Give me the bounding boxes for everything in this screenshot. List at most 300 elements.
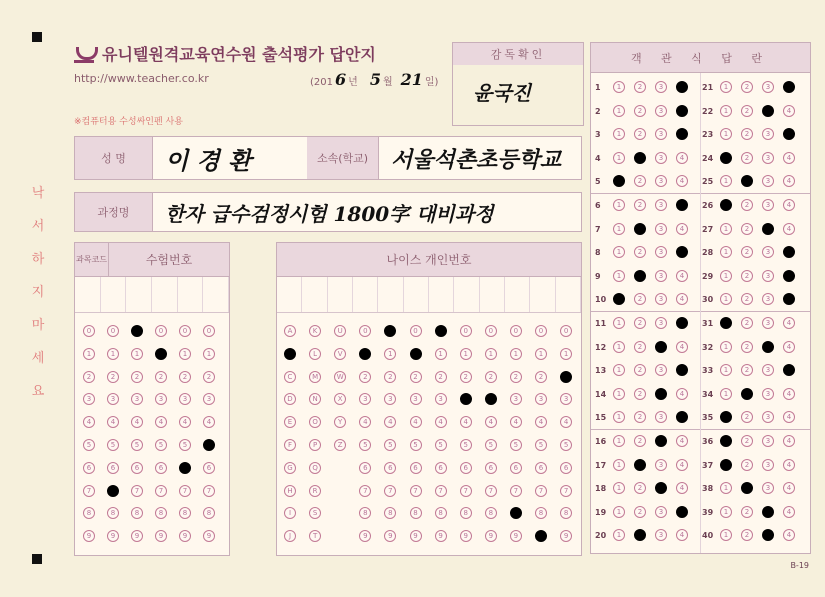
exam-number-bubble[interactable]: 6 xyxy=(107,462,119,474)
nice-number-bubble[interactable]: 1 xyxy=(560,348,572,360)
exam-number-bubble[interactable]: 3 xyxy=(131,393,143,405)
exam-number-bubble[interactable]: 9 xyxy=(155,530,167,542)
answer-choice-bubble[interactable]: 3 xyxy=(762,435,774,447)
answer-choice-bubble[interactable]: 2 xyxy=(741,105,753,117)
answer-choice-bubble[interactable]: 4 xyxy=(783,482,795,494)
answer-choice-bubble[interactable]: 1 xyxy=(720,175,732,187)
nice-number-bubble[interactable]: 9 xyxy=(460,530,472,542)
answer-choice-bubble[interactable]: 3 xyxy=(762,388,774,400)
answer-choice-bubble[interactable]: 3 xyxy=(762,223,774,235)
answer-choice-bubble[interactable]: 4 xyxy=(783,81,795,93)
exam-number-bubble[interactable]: 9 xyxy=(203,530,215,542)
exam-number-bubble[interactable]: 0 xyxy=(179,325,191,337)
exam-number-bubble[interactable]: 7 xyxy=(83,485,95,497)
answer-choice-bubble[interactable]: 1 xyxy=(720,435,732,447)
answer-choice-bubble[interactable]: 3 xyxy=(655,152,667,164)
answer-choice-bubble[interactable]: 4 xyxy=(676,199,688,211)
answer-choice-bubble[interactable]: 3 xyxy=(762,246,774,258)
nice-number-bubble[interactable]: 7 xyxy=(560,485,572,497)
answer-choice-bubble[interactable]: 4 xyxy=(783,199,795,211)
answer-choice-bubble[interactable]: 4 xyxy=(676,152,688,164)
answer-choice-bubble[interactable]: 2 xyxy=(634,293,646,305)
exam-number-bubble[interactable]: 2 xyxy=(83,371,95,383)
exam-number-bubble[interactable]: 8 xyxy=(155,507,167,519)
nice-number-bubble[interactable]: X xyxy=(334,393,346,405)
nice-number-bubble[interactable]: 1 xyxy=(535,348,547,360)
answer-choice-bubble[interactable]: 1 xyxy=(613,317,625,329)
answer-choice-bubble[interactable]: 4 xyxy=(676,459,688,471)
answer-choice-bubble[interactable]: 2 xyxy=(741,152,753,164)
exam-number-bubble[interactable]: 2 xyxy=(131,371,143,383)
exam-number-bubble[interactable]: 4 xyxy=(203,416,215,428)
answer-choice-bubble[interactable]: 2 xyxy=(741,246,753,258)
exam-number-bubble[interactable]: 1 xyxy=(203,348,215,360)
answer-choice-bubble[interactable]: 2 xyxy=(634,152,646,164)
answer-choice-bubble[interactable]: 1 xyxy=(613,175,625,187)
answer-choice-bubble[interactable]: 2 xyxy=(741,270,753,282)
nice-number-bubble[interactable]: 5 xyxy=(359,439,371,451)
nice-number-bubble[interactable]: 1 xyxy=(435,348,447,360)
answer-choice-bubble[interactable]: 1 xyxy=(720,270,732,282)
exam-number-bubble[interactable]: 3 xyxy=(155,393,167,405)
nice-number-bubble[interactable]: 6 xyxy=(359,462,371,474)
exam-number-bubble[interactable]: 4 xyxy=(107,416,119,428)
nice-number-bubble[interactable]: 6 xyxy=(560,462,572,474)
answer-choice-bubble[interactable]: 4 xyxy=(676,341,688,353)
answer-choice-bubble[interactable]: 3 xyxy=(762,364,774,376)
answer-choice-bubble[interactable]: 2 xyxy=(634,128,646,140)
nice-number-bubble[interactable]: 4 xyxy=(485,416,497,428)
answer-choice-bubble[interactable]: 4 xyxy=(783,388,795,400)
answer-choice-bubble[interactable]: 4 xyxy=(676,105,688,117)
answer-choice-bubble[interactable]: 3 xyxy=(655,317,667,329)
exam-number-bubble[interactable]: 4 xyxy=(179,416,191,428)
answer-choice-bubble[interactable]: 3 xyxy=(762,411,774,423)
nice-number-bubble[interactable]: P xyxy=(309,439,321,451)
answer-choice-bubble[interactable]: 4 xyxy=(783,128,795,140)
answer-choice-bubble[interactable]: 1 xyxy=(720,411,732,423)
nice-number-bubble[interactable]: 3 xyxy=(460,393,472,405)
answer-choice-bubble[interactable]: 3 xyxy=(762,317,774,329)
exam-number-bubble[interactable]: 7 xyxy=(179,485,191,497)
answer-choice-bubble[interactable]: 2 xyxy=(741,293,753,305)
answer-choice-bubble[interactable]: 3 xyxy=(762,105,774,117)
answer-choice-bubble[interactable]: 1 xyxy=(613,364,625,376)
exam-number-bubble[interactable]: 1 xyxy=(131,348,143,360)
answer-choice-bubble[interactable]: 3 xyxy=(655,459,667,471)
answer-choice-bubble[interactable]: 4 xyxy=(676,364,688,376)
answer-choice-bubble[interactable]: 1 xyxy=(720,482,732,494)
answer-choice-bubble[interactable]: 2 xyxy=(634,364,646,376)
answer-choice-bubble[interactable]: 3 xyxy=(762,199,774,211)
nice-number-bubble[interactable]: 0 xyxy=(435,325,447,337)
nice-number-bubble[interactable]: 6 xyxy=(535,462,547,474)
nice-number-bubble[interactable]: 8 xyxy=(535,507,547,519)
answer-choice-bubble[interactable]: 1 xyxy=(613,128,625,140)
nice-number-bubble[interactable]: 8 xyxy=(435,507,447,519)
answer-choice-bubble[interactable]: 2 xyxy=(741,364,753,376)
answer-choice-bubble[interactable]: 4 xyxy=(783,364,795,376)
answer-choice-bubble[interactable]: 1 xyxy=(613,199,625,211)
answer-choice-bubble[interactable]: 2 xyxy=(634,411,646,423)
answer-choice-bubble[interactable]: 3 xyxy=(655,128,667,140)
answer-choice-bubble[interactable]: 4 xyxy=(783,529,795,541)
nice-number-bubble[interactable]: 4 xyxy=(359,416,371,428)
answer-choice-bubble[interactable]: 2 xyxy=(634,175,646,187)
nice-number-bubble[interactable]: 7 xyxy=(410,485,422,497)
exam-number-bubble[interactable]: 6 xyxy=(155,462,167,474)
answer-choice-bubble[interactable]: 1 xyxy=(720,341,732,353)
answer-choice-bubble[interactable]: 4 xyxy=(676,317,688,329)
nice-number-bubble[interactable]: 7 xyxy=(485,485,497,497)
answer-choice-bubble[interactable]: 1 xyxy=(613,293,625,305)
exam-number-bubble[interactable]: 4 xyxy=(83,416,95,428)
nice-number-bubble[interactable]: 8 xyxy=(359,507,371,519)
nice-number-bubble[interactable]: 7 xyxy=(460,485,472,497)
nice-number-bubble[interactable]: I xyxy=(284,507,296,519)
nice-number-bubble[interactable]: 3 xyxy=(435,393,447,405)
answer-choice-bubble[interactable]: 4 xyxy=(783,175,795,187)
answer-choice-bubble[interactable]: 4 xyxy=(783,246,795,258)
exam-number-bubble[interactable]: 9 xyxy=(83,530,95,542)
nice-number-bubble[interactable]: N xyxy=(309,393,321,405)
answer-choice-bubble[interactable]: 4 xyxy=(676,128,688,140)
answer-choice-bubble[interactable]: 2 xyxy=(741,81,753,93)
nice-number-bubble[interactable]: 3 xyxy=(485,393,497,405)
nice-number-bubble[interactable]: 9 xyxy=(535,530,547,542)
answer-choice-bubble[interactable]: 4 xyxy=(676,506,688,518)
nice-number-bubble[interactable]: 3 xyxy=(384,393,396,405)
answer-choice-bubble[interactable]: 4 xyxy=(676,529,688,541)
answer-choice-bubble[interactable]: 3 xyxy=(762,506,774,518)
nice-number-bubble[interactable]: 1 xyxy=(410,348,422,360)
answer-choice-bubble[interactable]: 2 xyxy=(634,529,646,541)
answer-choice-bubble[interactable]: 4 xyxy=(783,293,795,305)
answer-choice-bubble[interactable]: 2 xyxy=(634,199,646,211)
answer-choice-bubble[interactable]: 4 xyxy=(676,293,688,305)
answer-choice-bubble[interactable]: 4 xyxy=(783,317,795,329)
answer-choice-bubble[interactable]: 3 xyxy=(655,529,667,541)
nice-number-bubble[interactable]: 9 xyxy=(410,530,422,542)
nice-number-bubble[interactable]: 1 xyxy=(485,348,497,360)
nice-number-bubble[interactable]: J xyxy=(284,530,296,542)
nice-number-bubble[interactable]: 6 xyxy=(460,462,472,474)
answer-choice-bubble[interactable]: 4 xyxy=(783,506,795,518)
nice-number-bubble[interactable]: 4 xyxy=(384,416,396,428)
nice-number-bubble[interactable]: 8 xyxy=(460,507,472,519)
nice-number-bubble[interactable]: 9 xyxy=(510,530,522,542)
answer-choice-bubble[interactable]: 4 xyxy=(783,459,795,471)
nice-number-bubble[interactable]: 0 xyxy=(410,325,422,337)
nice-number-bubble[interactable]: 3 xyxy=(359,393,371,405)
exam-number-bubble[interactable]: 9 xyxy=(107,530,119,542)
answer-choice-bubble[interactable]: 1 xyxy=(613,435,625,447)
answer-choice-bubble[interactable]: 3 xyxy=(655,246,667,258)
exam-number-bubble[interactable]: 4 xyxy=(155,416,167,428)
answer-choice-bubble[interactable]: 3 xyxy=(655,105,667,117)
nice-number-bubble[interactable]: R xyxy=(309,485,321,497)
nice-number-bubble[interactable]: 3 xyxy=(510,393,522,405)
nice-number-bubble[interactable]: 5 xyxy=(435,439,447,451)
answer-choice-bubble[interactable]: 2 xyxy=(634,506,646,518)
exam-number-bubble[interactable]: 6 xyxy=(179,462,191,474)
answer-choice-bubble[interactable]: 1 xyxy=(720,223,732,235)
nice-number-bubble[interactable]: 7 xyxy=(384,485,396,497)
exam-number-bubble[interactable]: 9 xyxy=(179,530,191,542)
nice-number-bubble[interactable]: 8 xyxy=(384,507,396,519)
nice-number-bubble[interactable]: 7 xyxy=(435,485,447,497)
answer-choice-bubble[interactable]: 3 xyxy=(655,482,667,494)
nice-number-bubble[interactable]: 8 xyxy=(410,507,422,519)
nice-number-bubble[interactable]: 2 xyxy=(560,371,572,383)
answer-choice-bubble[interactable]: 4 xyxy=(783,341,795,353)
nice-number-bubble[interactable]: 6 xyxy=(410,462,422,474)
answer-choice-bubble[interactable]: 2 xyxy=(741,388,753,400)
nice-number-bubble[interactable]: 1 xyxy=(384,348,396,360)
answer-choice-bubble[interactable]: 4 xyxy=(676,482,688,494)
nice-number-bubble[interactable]: 0 xyxy=(359,325,371,337)
exam-number-bubble[interactable]: 1 xyxy=(179,348,191,360)
nice-number-bubble[interactable]: M xyxy=(309,371,321,383)
answer-choice-bubble[interactable]: 4 xyxy=(676,223,688,235)
answer-choice-bubble[interactable]: 2 xyxy=(634,317,646,329)
exam-number-bubble[interactable]: 0 xyxy=(131,325,143,337)
answer-choice-bubble[interactable]: 3 xyxy=(655,388,667,400)
answer-choice-bubble[interactable]: 2 xyxy=(741,175,753,187)
answer-choice-bubble[interactable]: 3 xyxy=(762,341,774,353)
answer-choice-bubble[interactable]: 1 xyxy=(720,459,732,471)
nice-number-bubble[interactable]: C xyxy=(284,371,296,383)
answer-choice-bubble[interactable]: 2 xyxy=(634,223,646,235)
answer-choice-bubble[interactable]: 3 xyxy=(762,270,774,282)
answer-choice-bubble[interactable]: 3 xyxy=(655,411,667,423)
exam-number-bubble[interactable]: 0 xyxy=(203,325,215,337)
nice-number-bubble[interactable]: 9 xyxy=(485,530,497,542)
answer-choice-bubble[interactable]: 3 xyxy=(655,364,667,376)
answer-choice-bubble[interactable]: 3 xyxy=(655,175,667,187)
answer-choice-bubble[interactable]: 1 xyxy=(720,81,732,93)
answer-choice-bubble[interactable]: 2 xyxy=(634,270,646,282)
answer-choice-bubble[interactable]: 4 xyxy=(783,270,795,282)
exam-number-bubble[interactable]: 7 xyxy=(107,485,119,497)
nice-number-bubble[interactable]: 6 xyxy=(435,462,447,474)
answer-choice-bubble[interactable]: 2 xyxy=(741,199,753,211)
exam-number-bubble[interactable]: 8 xyxy=(83,507,95,519)
nice-number-bubble[interactable]: 5 xyxy=(535,439,547,451)
nice-number-bubble[interactable]: E xyxy=(284,416,296,428)
exam-number-bubble[interactable]: 5 xyxy=(179,439,191,451)
nice-number-bubble[interactable]: 4 xyxy=(535,416,547,428)
nice-number-bubble[interactable]: 4 xyxy=(410,416,422,428)
answer-choice-bubble[interactable]: 2 xyxy=(634,105,646,117)
nice-number-bubble[interactable]: F xyxy=(284,439,296,451)
exam-number-bubble[interactable]: 1 xyxy=(107,348,119,360)
nice-number-bubble[interactable]: 5 xyxy=(384,439,396,451)
nice-number-bubble[interactable]: L xyxy=(309,348,321,360)
nice-number-bubble[interactable]: 1 xyxy=(460,348,472,360)
nice-number-bubble[interactable]: 2 xyxy=(435,371,447,383)
nice-number-bubble[interactable]: G xyxy=(284,462,296,474)
answer-choice-bubble[interactable]: 2 xyxy=(634,341,646,353)
answer-choice-bubble[interactable]: 4 xyxy=(676,388,688,400)
answer-choice-bubble[interactable]: 4 xyxy=(676,175,688,187)
answer-choice-bubble[interactable]: 2 xyxy=(741,435,753,447)
answer-choice-bubble[interactable]: 3 xyxy=(655,293,667,305)
answer-choice-bubble[interactable]: 1 xyxy=(720,152,732,164)
exam-number-bubble[interactable]: 3 xyxy=(179,393,191,405)
nice-number-bubble[interactable]: 6 xyxy=(485,462,497,474)
answer-choice-bubble[interactable]: 4 xyxy=(783,152,795,164)
nice-number-bubble[interactable]: D xyxy=(284,393,296,405)
exam-number-bubble[interactable]: 0 xyxy=(83,325,95,337)
exam-number-bubble[interactable]: 2 xyxy=(155,371,167,383)
nice-number-bubble[interactable]: 0 xyxy=(535,325,547,337)
nice-number-bubble[interactable]: 8 xyxy=(485,507,497,519)
answer-choice-bubble[interactable]: 3 xyxy=(762,152,774,164)
nice-number-bubble[interactable]: 4 xyxy=(435,416,447,428)
nice-number-bubble[interactable]: 7 xyxy=(510,485,522,497)
answer-choice-bubble[interactable]: 1 xyxy=(720,506,732,518)
answer-choice-bubble[interactable]: 3 xyxy=(762,293,774,305)
exam-number-bubble[interactable]: 5 xyxy=(107,439,119,451)
nice-number-bubble[interactable]: 1 xyxy=(510,348,522,360)
answer-choice-bubble[interactable]: 3 xyxy=(655,506,667,518)
answer-choice-bubble[interactable]: 3 xyxy=(762,175,774,187)
answer-choice-bubble[interactable]: 2 xyxy=(634,81,646,93)
answer-choice-bubble[interactable]: 1 xyxy=(613,152,625,164)
exam-number-bubble[interactable]: 3 xyxy=(107,393,119,405)
answer-choice-bubble[interactable]: 4 xyxy=(676,81,688,93)
answer-choice-bubble[interactable]: 3 xyxy=(762,128,774,140)
answer-choice-bubble[interactable]: 2 xyxy=(741,341,753,353)
exam-number-bubble[interactable]: 9 xyxy=(131,530,143,542)
nice-number-bubble[interactable]: 9 xyxy=(435,530,447,542)
exam-number-bubble[interactable]: 6 xyxy=(203,462,215,474)
exam-number-bubble[interactable]: 8 xyxy=(203,507,215,519)
nice-number-bubble[interactable]: 5 xyxy=(410,439,422,451)
nice-number-bubble[interactable]: 4 xyxy=(510,416,522,428)
answer-choice-bubble[interactable]: 2 xyxy=(741,482,753,494)
nice-number-bubble[interactable]: 2 xyxy=(485,371,497,383)
exam-number-bubble[interactable]: 3 xyxy=(83,393,95,405)
nice-number-bubble[interactable]: U xyxy=(334,325,346,337)
answer-choice-bubble[interactable]: 3 xyxy=(655,435,667,447)
answer-choice-bubble[interactable]: 2 xyxy=(741,128,753,140)
nice-number-bubble[interactable]: 5 xyxy=(560,439,572,451)
exam-number-bubble[interactable]: 8 xyxy=(179,507,191,519)
answer-choice-bubble[interactable]: 2 xyxy=(741,223,753,235)
exam-number-bubble[interactable]: 5 xyxy=(155,439,167,451)
answer-choice-bubble[interactable]: 1 xyxy=(720,364,732,376)
nice-number-bubble[interactable]: S xyxy=(309,507,321,519)
answer-choice-bubble[interactable]: 1 xyxy=(613,459,625,471)
exam-number-bubble[interactable]: 6 xyxy=(131,462,143,474)
nice-number-bubble[interactable]: 1 xyxy=(359,348,371,360)
nice-number-bubble[interactable]: 2 xyxy=(510,371,522,383)
nice-number-bubble[interactable]: 6 xyxy=(384,462,396,474)
answer-choice-bubble[interactable]: 1 xyxy=(720,317,732,329)
answer-choice-bubble[interactable]: 2 xyxy=(741,411,753,423)
nice-number-bubble[interactable]: 0 xyxy=(510,325,522,337)
answer-choice-bubble[interactable]: 3 xyxy=(762,529,774,541)
answer-choice-bubble[interactable]: 2 xyxy=(634,246,646,258)
answer-choice-bubble[interactable]: 3 xyxy=(762,482,774,494)
nice-number-bubble[interactable]: 5 xyxy=(485,439,497,451)
answer-choice-bubble[interactable]: 1 xyxy=(613,341,625,353)
exam-number-bubble[interactable]: 8 xyxy=(131,507,143,519)
exam-number-bubble[interactable]: 1 xyxy=(155,348,167,360)
nice-number-bubble[interactable]: 0 xyxy=(384,325,396,337)
exam-number-bubble[interactable]: 4 xyxy=(131,416,143,428)
nice-number-bubble[interactable]: 0 xyxy=(485,325,497,337)
answer-choice-bubble[interactable]: 2 xyxy=(634,435,646,447)
answer-choice-bubble[interactable]: 1 xyxy=(613,105,625,117)
exam-number-bubble[interactable]: 7 xyxy=(155,485,167,497)
nice-number-bubble[interactable]: Y xyxy=(334,416,346,428)
nice-number-bubble[interactable]: W xyxy=(334,371,346,383)
exam-number-bubble[interactable]: 7 xyxy=(131,485,143,497)
answer-choice-bubble[interactable]: 2 xyxy=(634,482,646,494)
answer-choice-bubble[interactable]: 3 xyxy=(762,459,774,471)
exam-number-bubble[interactable]: 0 xyxy=(107,325,119,337)
exam-number-bubble[interactable]: 5 xyxy=(83,439,95,451)
answer-choice-bubble[interactable]: 1 xyxy=(613,270,625,282)
exam-number-bubble[interactable]: 2 xyxy=(107,371,119,383)
answer-choice-bubble[interactable]: 1 xyxy=(720,128,732,140)
answer-choice-bubble[interactable]: 4 xyxy=(783,411,795,423)
answer-choice-bubble[interactable]: 3 xyxy=(655,81,667,93)
answer-choice-bubble[interactable]: 1 xyxy=(613,529,625,541)
answer-choice-bubble[interactable]: 4 xyxy=(783,223,795,235)
exam-number-bubble[interactable]: 1 xyxy=(83,348,95,360)
nice-number-bubble[interactable]: K xyxy=(309,325,321,337)
answer-choice-bubble[interactable]: 1 xyxy=(613,223,625,235)
nice-number-bubble[interactable]: 5 xyxy=(460,439,472,451)
answer-choice-bubble[interactable]: 3 xyxy=(762,81,774,93)
answer-choice-bubble[interactable]: 3 xyxy=(655,270,667,282)
nice-number-bubble[interactable]: V xyxy=(334,348,346,360)
nice-number-bubble[interactable]: 3 xyxy=(535,393,547,405)
answer-choice-bubble[interactable]: 2 xyxy=(634,459,646,471)
exam-number-bubble[interactable]: 5 xyxy=(203,439,215,451)
answer-choice-bubble[interactable]: 1 xyxy=(720,246,732,258)
nice-number-bubble[interactable]: 3 xyxy=(560,393,572,405)
exam-number-bubble[interactable]: 2 xyxy=(203,371,215,383)
nice-number-bubble[interactable]: 2 xyxy=(410,371,422,383)
nice-number-bubble[interactable]: 2 xyxy=(359,371,371,383)
answer-choice-bubble[interactable]: 1 xyxy=(613,388,625,400)
answer-choice-bubble[interactable]: 4 xyxy=(676,246,688,258)
nice-number-bubble[interactable]: 3 xyxy=(410,393,422,405)
answer-choice-bubble[interactable]: 2 xyxy=(741,317,753,329)
exam-number-bubble[interactable]: 0 xyxy=(155,325,167,337)
nice-number-bubble[interactable]: Q xyxy=(309,462,321,474)
nice-number-bubble[interactable]: A xyxy=(284,325,296,337)
answer-choice-bubble[interactable]: 2 xyxy=(741,459,753,471)
nice-number-bubble[interactable]: 8 xyxy=(510,507,522,519)
nice-number-bubble[interactable]: 0 xyxy=(560,325,572,337)
answer-choice-bubble[interactable]: 1 xyxy=(613,411,625,423)
answer-choice-bubble[interactable]: 2 xyxy=(741,506,753,518)
nice-number-bubble[interactable]: 9 xyxy=(359,530,371,542)
answer-choice-bubble[interactable]: 1 xyxy=(720,199,732,211)
nice-number-bubble[interactable]: Z xyxy=(334,439,346,451)
nice-number-bubble[interactable]: 2 xyxy=(460,371,472,383)
answer-choice-bubble[interactable]: 3 xyxy=(655,341,667,353)
nice-number-bubble[interactable]: B xyxy=(284,348,296,360)
answer-choice-bubble[interactable]: 4 xyxy=(676,270,688,282)
exam-number-bubble[interactable]: 3 xyxy=(203,393,215,405)
